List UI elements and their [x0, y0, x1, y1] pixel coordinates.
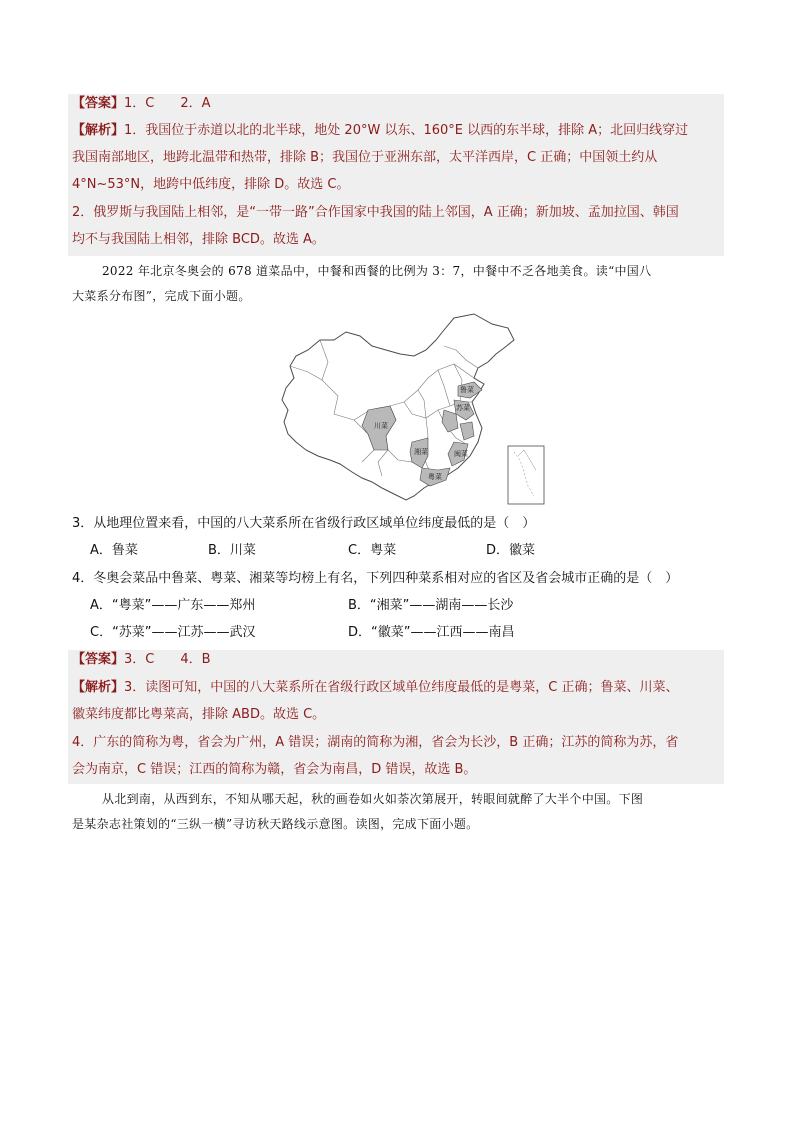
south-china-sea-inset — [508, 446, 544, 504]
analysis-tag: 【解析】 — [72, 680, 125, 695]
analysis-line: 4°N~53°N，地跨中低纬度，排除 D。故选 C。 — [72, 177, 350, 192]
analysis-tag: 【解析】 — [72, 123, 125, 138]
map-label-min: 闽菜 — [454, 450, 468, 458]
q3-option-a[interactable]: A．鲁菜 — [90, 543, 138, 558]
analysis-line: 2．俄罗斯与我国陆上相邻，是“一带一路”合作国家中我国的陆上邻国，A 正确；新加坡、孟加拉国、韩国 — [72, 205, 679, 220]
analysis-line: 均不与我国陆上相邻，排除 BCD。故选 A。 — [72, 232, 325, 247]
answer-tag: 【答案】 — [72, 96, 125, 111]
q3-option-c[interactable]: C．粤菜 — [348, 543, 397, 558]
map-label-yue: 粤菜 — [428, 473, 442, 481]
q4-option-d[interactable]: D．“徽菜”——江西——南昌 — [348, 625, 515, 640]
map-label-su: 苏菜 — [456, 404, 470, 412]
analysis-line: 会为南京，C 错误；江西的简称为赣，省会为南昌，D 错误，故选 B。 — [72, 762, 477, 777]
analysis-text: 1．我国位于赤道以北的北半球，地处 20°W 以东、160°E 以西的东半球，排除 A；北回归线穿过 — [124, 123, 689, 138]
analysis-line: 我国南部地区，地跨北温带和热带，排除 B；我国位于亚洲东部，太平洋西岸，C 正确；中国领土约从 — [72, 150, 658, 165]
question-4-stem: 4．冬奥会菜品中鲁菜、粤菜、湘菜等均榜上有名，下列四种菜系相对应的省区及省会城市正确的是（ ） — [72, 571, 679, 586]
map-label-lu: 鲁菜 — [460, 386, 474, 394]
intro-paragraph-line: 从北到南，从西到东，不知从哪天起，秋的画卷如火如荼次第展开，转眼间就醉了大半个中国。下图 — [102, 792, 644, 806]
intro-paragraph-line: 2022 年北京冬奥会的 678 道菜品中，中餐和西餐的比例为 3：7，中餐中不乏各地美食。读“中国八 — [102, 264, 652, 278]
q4-option-b[interactable]: B．“湘菜”——湖南——长沙 — [348, 598, 514, 613]
analysis-line: 徽菜纬度都比粤菜高，排除 ABD。故选 C。 — [72, 707, 326, 722]
intro-paragraph-line: 是某杂志社策划的“三纵一横”寻访秋天路线示意图。读图，完成下面小题。 — [72, 817, 479, 831]
analysis-line — [72, 122, 688, 140]
intro-paragraph-line: 大菜系分布图”，完成下面小题。 — [72, 289, 251, 303]
question-3-stem: 3．从地理位置来看，中国的八大菜系所在省级行政区域单位纬度最低的是（ ） — [72, 516, 536, 531]
china-cuisine-map — [278, 310, 548, 510]
analysis-line — [72, 679, 679, 697]
answer-line-2 — [72, 651, 211, 669]
q4-option-a[interactable]: A．“粤菜”——广东——郑州 — [90, 598, 256, 613]
q3-option-d[interactable]: D．徽菜 — [486, 543, 536, 558]
answer-text: 3．C 4．B — [124, 652, 211, 667]
china-outline — [282, 314, 514, 500]
answer-line-1 — [72, 95, 211, 113]
q3-option-b[interactable]: B．川菜 — [208, 543, 256, 558]
q4-option-c[interactable]: C．“苏菜”——江苏——武汉 — [90, 625, 256, 640]
analysis-line: 4．广东的简称为粤，省会为广州，A 错误；湖南的简称为湘，省会为长沙，B 正确；江苏的简称为苏，省 — [72, 735, 679, 750]
answer-text: 1．C 2．A — [124, 96, 211, 111]
map-label-xiang: 湘菜 — [414, 448, 428, 456]
answer-tag: 【答案】 — [72, 652, 125, 667]
map-label-chuan: 川菜 — [374, 422, 388, 430]
analysis-text: 3．读图可知，中国的八大菜系所在省级行政区域单位纬度最低的是粤菜，C 正确；鲁菜、川菜、 — [124, 680, 679, 695]
